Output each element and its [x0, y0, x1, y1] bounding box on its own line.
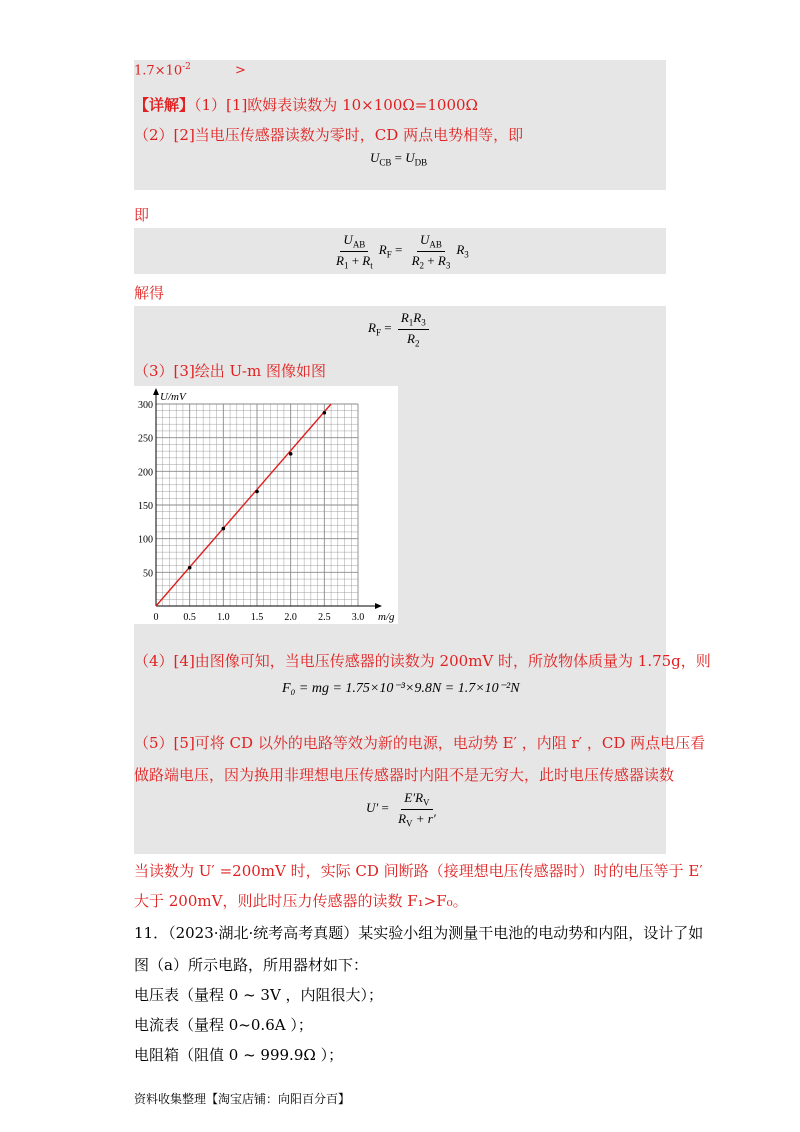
data-point [289, 452, 293, 456]
data-point [255, 490, 259, 494]
detail-ji: 即 [134, 206, 150, 224]
y-tick-label: 100 [138, 534, 153, 546]
y-tick-label: 150 [138, 501, 153, 512]
data-point [188, 566, 192, 570]
answer-symbol: > [235, 63, 246, 79]
equation-2: $\frac{U_{AB}}{R_1 + R_t}$ $R_F$ = $\frac{U_{AB}}{R_2 + R_3}$ $R_3$ [336, 232, 469, 271]
x-tick-label: 2.0 [284, 612, 297, 623]
detail-jiede: 解得 [134, 284, 165, 302]
data-point [222, 527, 226, 531]
x-tick-label: 1.5 [250, 612, 264, 623]
answer-value: 1.7×10 [134, 63, 183, 79]
equation-1: $U_{CB} = U_{DB}$ [370, 150, 428, 168]
question-line-5: 电阻箱（阻值 0 ~ 999.9Ω ）； [134, 1046, 344, 1064]
detail-p2: （2）[2]当电压传感器读数为零时，CD 两点电势相等，即 [134, 126, 524, 144]
y-tick-label: 200 [138, 467, 153, 479]
x-tick-label: 1.0 [217, 612, 230, 623]
answer-line [134, 62, 246, 78]
detail-p6b: 大于 200mV，则此时压力传感器的读数 F₁>F₀。 [134, 892, 468, 910]
question-line-4: 电流表（量程 0~0.6A ）； [134, 1016, 313, 1034]
detail-p5b: 做路端电压，因为换用非理想电压传感器时内阻不是无穷大，此时电压传感器读数 [134, 766, 675, 784]
detail-p6a: 当读数为 U′ =200mV 时，实际 CD 间断路（接理想电压传感器时）时的电压等于 E′ [134, 862, 703, 880]
data-point [323, 411, 327, 415]
x-tick-label: 0 [153, 612, 159, 623]
answer-exponent: -2 [182, 62, 191, 72]
x-tick-label: 2.5 [318, 612, 331, 623]
equation-5: U′ = $\frac{E'R_V}{R_V + r'}$ [366, 790, 436, 829]
x-tick-label: 0.5 [183, 612, 196, 623]
detail-p1: 【详解】（1）[1]欧姆表读数为 10×100Ω=1000Ω [134, 96, 478, 114]
y-tick-label: 300 [138, 400, 153, 411]
detail-p5a: （5）[5]可将 CD 以外的电路等效为新的电源，电动势 E′ ，内阻 r′ ，CD 两点电压看 [134, 734, 706, 752]
equation-3: $R_F$ = $\frac{R_1R_3}{R_2}$ [368, 310, 432, 348]
footer-note: 资料收集整理【淘宝店铺：向阳百分百】 [134, 1092, 351, 1106]
x-axis-label: m/g [378, 611, 395, 623]
y-tick-label: 250 [138, 433, 153, 445]
y-tick-label: 50 [143, 568, 153, 580]
chart-side-bg [398, 386, 666, 624]
question-line-3: 电压表（量程 0 ~ 3V ，内阻很大）； [134, 986, 384, 1004]
x-tick-label: 3.0 [351, 612, 365, 623]
y-axis-label: U/mV [160, 391, 186, 403]
question-line-2: 图（a）所示电路，所用器材如下： [134, 956, 368, 974]
detail-p4: （4）[4]由图像可知，当电压传感器的读数为 200mV 时，所放物体质量为 1.75g，则 [134, 652, 711, 670]
detail-tag: 【详解】 [134, 96, 195, 114]
u-m-chart [134, 386, 398, 624]
question-line-1: 11．（2023·湖北·统考高考真题）某实验小组为测量干电池的电动势和内阻，设计了如 [134, 924, 704, 942]
equation-4: F₀ = mg = 1.75×10⁻³×9.8N = 1.7×10⁻²N [282, 681, 520, 696]
detail-p3: （3）[3]绘出 U-m 图像如图 [134, 362, 326, 380]
